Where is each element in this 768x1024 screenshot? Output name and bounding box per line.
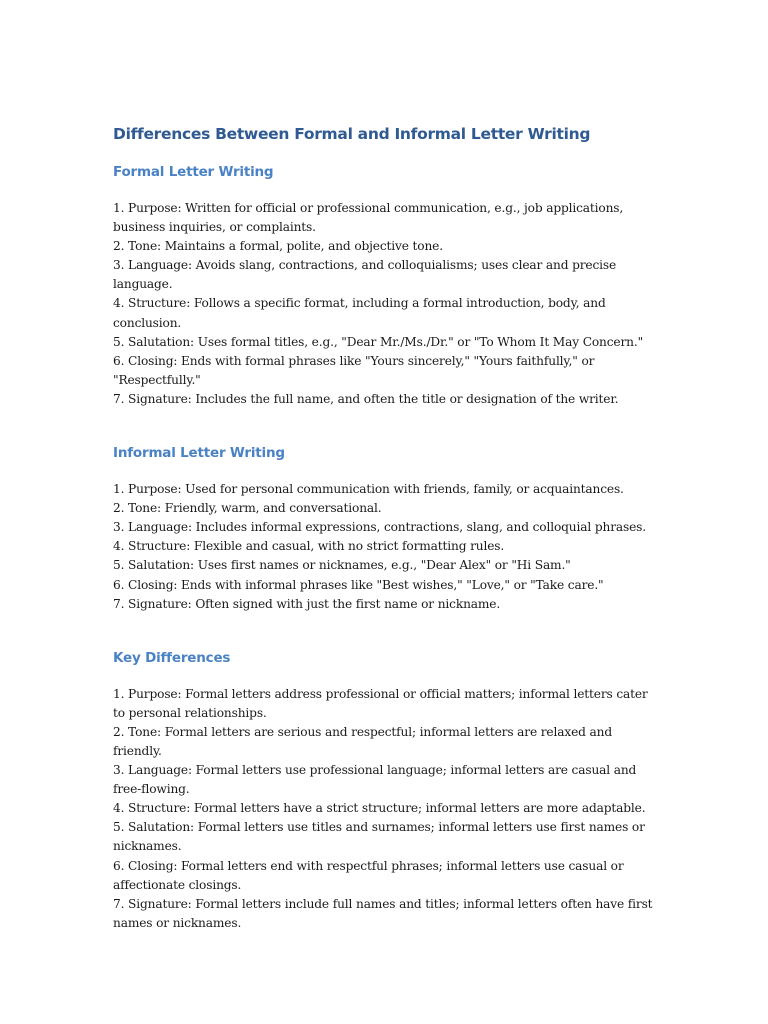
list-item: 7. Signature: Includes the full name, and often the title or designation of the writer. — [113, 391, 619, 406]
list-item: 5. Salutation: Uses first names or nicknames, e.g., "Dear Alex" or "Hi Sam." — [113, 558, 571, 573]
list-item: 7. Signature: Often signed with just the first name or nickname. — [113, 596, 501, 611]
list-item: 7. Signature: Formal letters include full names and titles; informal letters often have first names or nicknames. — [113, 896, 653, 930]
list-item: 3. Language: Formal letters use professional language; informal letters are casual and free-flowing. — [113, 763, 637, 797]
formal-list — [113, 199, 661, 409]
list-item: 1. Purpose: Formal letters address professional or official matters; informal letters cater to personal relationships. — [113, 686, 648, 720]
section-heading-formal: Formal Letter Writing — [113, 164, 274, 180]
list-item: 4. Structure: Follows a specific format, including a formal introduction, body, and conclusion. — [113, 296, 606, 330]
list-item: 5. Salutation: Uses formal titles, e.g., "Dear Mr./Ms./Dr." or "To Whom It May Concern." — [113, 334, 644, 349]
list-item: 1. Purpose: Used for personal communication with friends, family, or acquaintances. — [113, 482, 624, 497]
list-item: 4. Structure: Formal letters have a strict structure; informal letters are more adaptable. — [113, 801, 646, 816]
list-item: 5. Salutation: Formal letters use titles and surnames; informal letters use first names or nicknames. — [113, 820, 645, 854]
document-title: Differences Between Formal and Informal Letter Writing — [113, 125, 591, 143]
list-item: 4. Structure: Flexible and casual, with no strict formatting rules. — [113, 539, 505, 554]
list-item: 2. Tone: Formal letters are serious and respectful; informal letters are relaxed and friendly. — [113, 724, 612, 758]
list-item: 6. Closing: Ends with formal phrases like "Yours sincerely," "Yours faithfully," or "Respectfully." — [113, 353, 595, 387]
section-heading-key-differences: Key Differences — [113, 649, 231, 666]
document-body — [113, 122, 661, 933]
informal-list — [113, 480, 661, 614]
list-item: 2. Tone: Maintains a formal, polite, and objective tone. — [113, 239, 443, 254]
list-item: 3. Language: Includes informal expressions, contractions, slang, and colloquial phrases. — [113, 520, 646, 535]
list-item: 2. Tone: Friendly, warm, and conversational. — [113, 501, 382, 516]
section-heading-informal: Informal Letter Writing — [113, 445, 285, 462]
list-item: 3. Language: Avoids slang, contractions, and colloquialisms; uses clear and precise language. — [113, 258, 617, 292]
list-item: 6. Closing: Formal letters end with respectful phrases; informal letters use casual or affectionate closings. — [113, 858, 624, 892]
list-item: 6. Closing: Ends with informal phrases like "Best wishes," "Love," or "Take care." — [113, 577, 604, 592]
key-differences-list — [113, 685, 661, 933]
list-item: 1. Purpose: Written for official or professional communication, e.g., job applications, business inquiries, or complaints. — [113, 201, 624, 235]
